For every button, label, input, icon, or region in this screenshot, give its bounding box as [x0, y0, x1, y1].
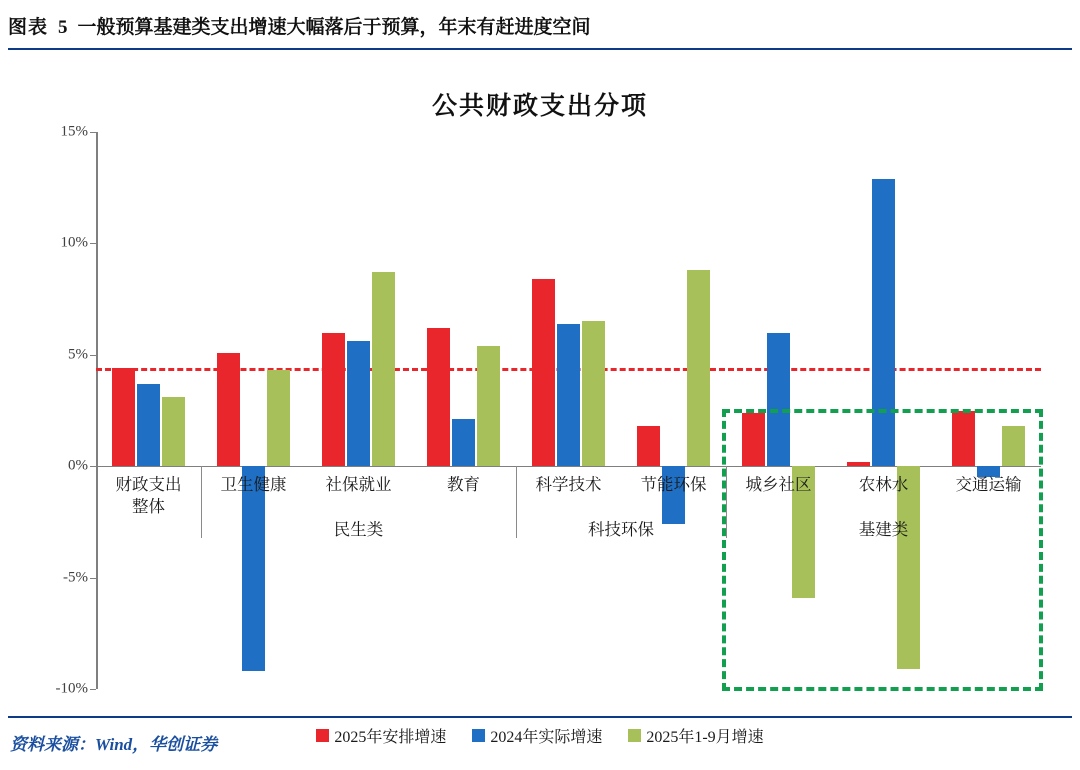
- bar-group: [411, 132, 516, 689]
- bar: [582, 321, 605, 466]
- bar: [217, 353, 240, 467]
- category-label: 卫生健康: [220, 475, 287, 495]
- bar: [637, 426, 660, 466]
- bar-group: [201, 132, 306, 689]
- category-label: 社保就业: [325, 475, 392, 495]
- figure-title: 一般预算基建类支出增速大幅落后于预算，年末有赶进度空间: [77, 17, 591, 38]
- category-label: 城乡社区: [745, 475, 812, 495]
- header-divider: [8, 48, 1072, 50]
- group-label: 基建类: [858, 520, 909, 540]
- y-axis-tick-label: 15%: [60, 123, 88, 140]
- legend-item: [316, 724, 446, 747]
- bar: [687, 270, 710, 466]
- legend-swatch: [316, 729, 329, 742]
- infrastructure-highlight-box: [722, 409, 1043, 691]
- category-label: 科学技术: [535, 475, 602, 495]
- bar-group: [96, 132, 201, 689]
- bar: [112, 368, 135, 466]
- bar: [322, 333, 345, 467]
- figure-header: [8, 12, 1072, 47]
- bar: [557, 324, 580, 467]
- source-note: 资料来源：Wind，华创证券: [10, 735, 218, 754]
- y-axis-tick-label: 10%: [60, 234, 88, 251]
- bar: [452, 419, 475, 466]
- y-axis-tick-label: 0%: [68, 457, 88, 474]
- legend-label: 2025年安排增速: [334, 729, 447, 746]
- y-axis-tick-label: 5%: [68, 346, 88, 363]
- bar: [162, 397, 185, 466]
- legend-swatch: [628, 729, 641, 742]
- bar: [372, 272, 395, 466]
- category-label: 节能环保: [640, 475, 707, 495]
- bar: [427, 328, 450, 466]
- category-label: 农林水: [858, 475, 909, 495]
- bar: [477, 346, 500, 466]
- bar: [347, 341, 370, 466]
- chart-title: 公共财政支出分项: [431, 93, 648, 120]
- bar-group: [306, 132, 411, 689]
- group-label: 科技环保: [588, 520, 654, 540]
- bar: [242, 466, 265, 671]
- y-axis-tick-mark: [90, 689, 96, 690]
- category-label: 教育: [447, 475, 480, 495]
- legend-label: 2025年1-9月增速: [646, 729, 764, 746]
- y-axis-tick-label: -5%: [63, 569, 88, 586]
- figure-label: 图表: [8, 17, 49, 38]
- y-axis-tick-label: -10%: [55, 680, 88, 697]
- figure-number: 5: [58, 17, 68, 38]
- legend-item: [628, 724, 763, 747]
- legend-item: [472, 724, 602, 747]
- group-label: 民生类: [333, 520, 384, 540]
- category-label: 财政支出 整体: [115, 475, 182, 517]
- legend-swatch: [472, 729, 485, 742]
- bar: [137, 384, 160, 466]
- bar-group: [516, 132, 621, 689]
- category-label: 交通运输: [955, 475, 1022, 495]
- legend-label: 2024年实际增速: [490, 729, 603, 746]
- bar: [532, 279, 555, 466]
- footer-divider: [8, 716, 1072, 718]
- plot-area: [55, 123, 1041, 697]
- bar: [267, 370, 290, 466]
- bar-group: [621, 132, 726, 689]
